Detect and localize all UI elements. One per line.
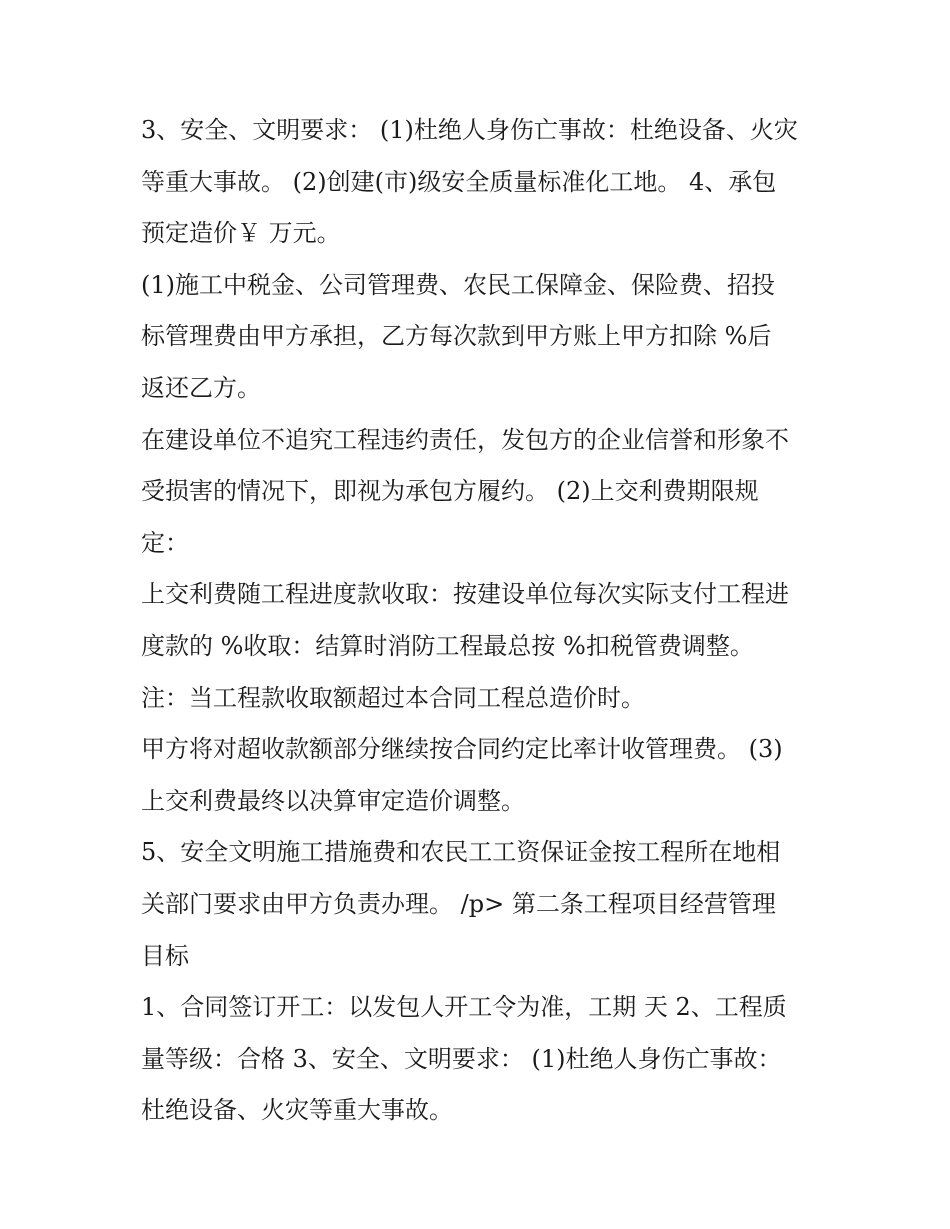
text-line: 受损害的情况下，即视为承包方履约。 (2)上交利费期限规 — [141, 477, 759, 506]
paragraph-7 — [141, 827, 821, 982]
text-line: 度款的 %收取：结算时消防工程最总按 %扣税管费调整。 — [141, 631, 754, 660]
text-line: 3、安全、文明要求： (1)杜绝人身伤亡事故：杜绝设备、火灾 — [141, 116, 798, 144]
document-body — [141, 105, 821, 1137]
paragraph-3 — [141, 415, 821, 570]
text-line: 量等级：合格 3、安全、文明要求： (1)杜绝人身伤亡事故： — [141, 1044, 782, 1073]
text-line: 返还乙方。 — [141, 373, 261, 402]
paragraph-8 — [141, 982, 821, 1137]
text-line: 预定造价￥ 万元。 — [141, 219, 341, 248]
text-line: 标管理费由甲方承担，乙方每次款到甲方账上甲方扣除 %后 — [141, 322, 772, 351]
text-line: 上交利费随工程进度款收取：按建设单位每次实际支付工程进 — [141, 580, 789, 609]
paragraph-4 — [141, 569, 821, 672]
text-line: 注：当工程款收取额超过本合同工程总造价时。 — [141, 683, 645, 712]
paragraph-6 — [141, 724, 821, 827]
text-line: 杜绝设备、火灾等重大事故。 — [141, 1096, 453, 1125]
text-line: 在建设单位不追究工程违约责任，发包方的企业信誉和形象不 — [141, 425, 789, 454]
text-line: 目标 — [141, 941, 189, 970]
text-line: 甲方将对超收款额部分继续按合同约定比率计收管理费。 (3) — [141, 735, 783, 764]
text-line: (1)施工中税金、公司管理费、农民工保障金、保险费、招投 — [141, 270, 775, 299]
text-line: 定： — [141, 528, 189, 557]
text-line: 1、合同签订开工：以发包人开工令为准，工期 天 2、工程质 — [141, 993, 787, 1022]
text-line: 5、安全文明施工措施费和农民工工资保证金按工程所在地相 — [141, 838, 781, 867]
text-line: 等重大事故。 (2)创建(市)级安全质量标准化工地。 4、承包 — [141, 167, 777, 196]
paragraph-1 — [141, 105, 821, 260]
paragraph-5 — [141, 673, 821, 725]
text-line: 上交利费最终以决算审定造价调整。 — [141, 786, 525, 815]
paragraph-2 — [141, 260, 821, 415]
text-line: 关部门要求由甲方负责办理。 /p> 第二条工程项目经营管理 — [141, 889, 776, 918]
